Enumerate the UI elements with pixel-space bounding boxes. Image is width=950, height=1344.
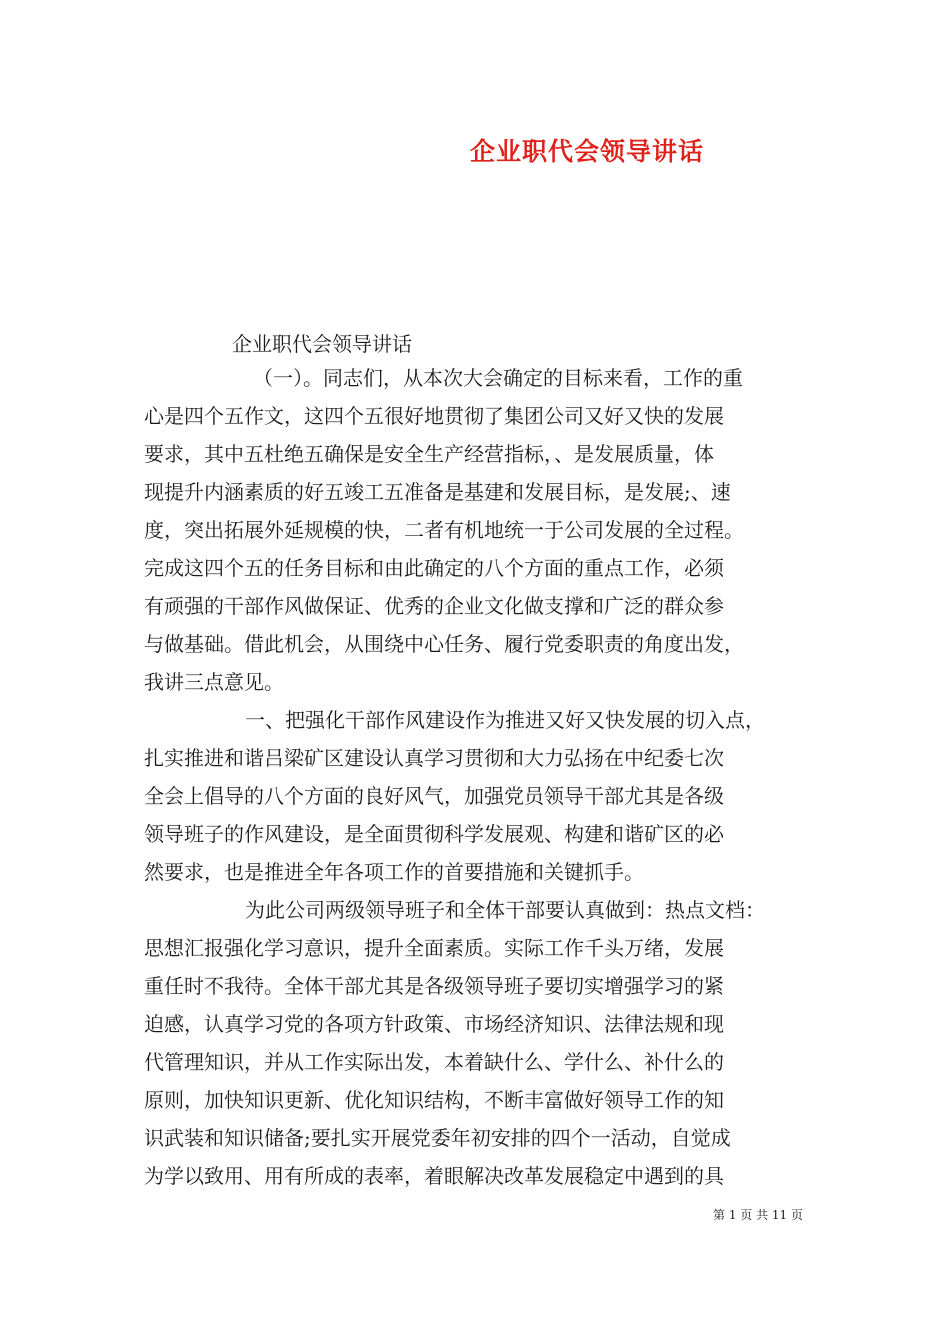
paragraph-line: 全会上倡导的八个方面的良好风气，加强党员领导干部尤其是各级	[144, 784, 724, 808]
paragraph-line: 重任时不我待。全体干部尤其是各级领导班子要切实增强学习的紧	[144, 974, 724, 998]
paragraph-line: 有顽强的干部作风做保证、优秀的企业文化做支撑和广泛的群众参	[144, 594, 724, 618]
paragraph-line: 我讲三点意见。	[144, 670, 284, 694]
paragraph-line: 领导班子的作风建设，是全面贯彻科学发展观、构建和谐矿区的必	[144, 822, 724, 846]
paragraph-line: 识武装和知识储备;要扎实开展党委年初安排的四个一活动，自觉成	[144, 1126, 731, 1150]
paragraph-line: 思想汇报强化学习意识，提升全面素质。实际工作千头万绪，发展	[144, 936, 724, 960]
paragraph-line: 为学以致用、用有所成的表率，着眼解决改革发展稳定中遇到的具	[144, 1164, 724, 1188]
paragraph-line: 为此公司两级领导班子和全体干部要认真做到：热点文档：	[245, 898, 765, 922]
paragraph-line: 与做基础。借此机会，从围绕中心任务、履行党委职责的角度出发，	[144, 632, 744, 656]
paragraph-line: 完成这四个五的任务目标和由此确定的八个方面的重点工作，必须	[144, 556, 724, 580]
document-title: 企业职代会领导讲话	[470, 137, 705, 166]
paragraph-line: 然要求，也是推进全年各项工作的首要措施和关键抓手。	[144, 860, 644, 884]
paragraph-line: 一、把强化干部作风建设作为推进又好又快发展的切入点，	[245, 708, 765, 732]
paragraph-line: 要求，其中五杜绝五确保是安全生产经营指标，、是发展质量，体	[144, 442, 714, 466]
paragraph-line: 扎实推进和谐吕梁矿区建设认真学习贯彻和大力弘扬在中纪委七次	[144, 746, 724, 770]
paragraph-line: （一）。同志们，从本次大会确定的目标来看，工作的重	[253, 366, 743, 390]
paragraph-line: 现提升内涵素质的好五竣工五准备是基建和发展目标，是发展;、速	[144, 480, 731, 504]
paragraph-line: 迫感，认真学习党的各项方针政策、市场经济知识、法律法规和现	[144, 1012, 724, 1036]
paragraph-line: 代管理知识，并从工作实际出发，本着缺什么、学什么、补什么的	[144, 1050, 724, 1074]
paragraph-line: 心是四个五作文，这四个五很好地贯彻了集团公司又好又快的发展	[144, 404, 724, 428]
paragraph-line: 原则，加快知识更新、优化知识结构，不断丰富做好领导工作的知	[144, 1088, 724, 1112]
page-number: 第 1 页 共 11 页	[713, 1208, 803, 1222]
document-subtitle: 企业职代会领导讲话	[232, 332, 412, 356]
paragraph-line: 度，突出拓展外延规模的快，二者有机地统一于公司发展的全过程。	[144, 518, 744, 542]
